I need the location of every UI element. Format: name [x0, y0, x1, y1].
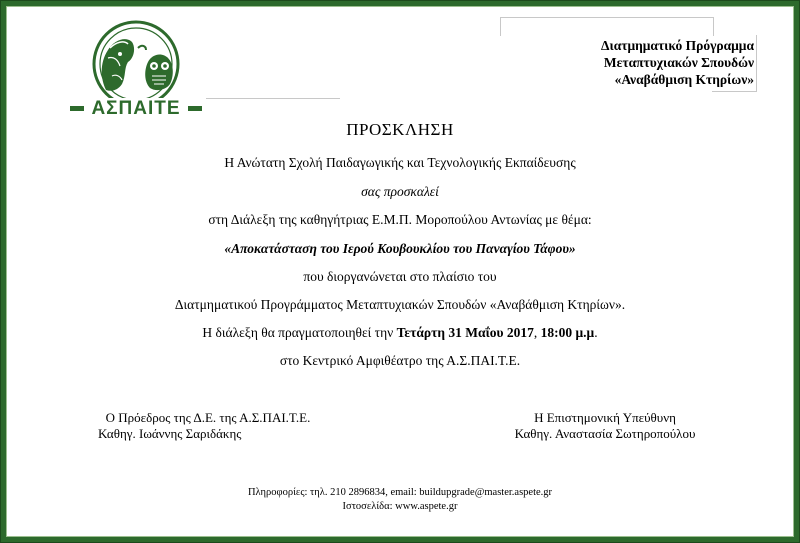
signature-left — [68, 410, 348, 442]
signature-right-role: Η Επιστημονική Υπεύθυνη — [534, 410, 676, 425]
program-line-3: «Αναβάθμιση Κτηρίων» — [614, 72, 754, 87]
aspete-logo — [66, 18, 206, 126]
signature-left-name: Καθηγ. Ιωάννης Σαριδάκης — [98, 426, 242, 441]
date-prefix: Η διάλεξη θα πραγματοποιηθεί την — [202, 325, 397, 340]
program-line-2: Μεταπτυχιακών Σπουδών — [603, 55, 754, 70]
footer-contact: Πληροφορίες: τηλ. 210 2896834, email: buildupgrade@master.aspete.gr — [247, 487, 553, 498]
signature-right-name: Καθηγ. Αναστασία Σωτηροπούλου — [514, 426, 696, 441]
program-line-1: Διατμηματικό Πρόγραμμα — [601, 38, 754, 53]
footer-website: Ιστοσελίδα: www.aspete.gr — [342, 501, 458, 512]
date-separator: , — [533, 325, 541, 340]
lecture-topic: «Αποκατάσταση του Ιερού Κουβουκλίου του Παναγίου Τάφου» — [224, 241, 576, 256]
signature-right — [470, 410, 740, 442]
aspete-logo-text: ΑΣΠΑΙΤΕ — [86, 98, 186, 120]
body-lecture: στη Διάλεξη της καθηγήτριας Ε.Μ.Π. Μοροπούλου Αντωνίας με θέμα: — [208, 212, 592, 227]
body-school: Η Ανώτατη Σχολή Παιδαγωγικής και Τεχνολογικής Εκπαίδευσης — [224, 155, 576, 170]
body-invites: σας προσκαλεί — [361, 184, 439, 199]
page-title: ΠΡΟΣΚΛΗΣΗ — [346, 120, 454, 139]
lecture-time: 18:00 μ.μ — [540, 325, 595, 340]
program-name — [601, 37, 754, 88]
program-box-top — [500, 17, 714, 36]
signature-left-role: Ο Πρόεδρος της Δ.Ε. της Α.Σ.ΠΑΙ.Τ.Ε. — [105, 410, 311, 425]
date-suffix: . — [594, 325, 598, 340]
lecture-datetime — [0, 325, 800, 341]
lecture-date: Τετάρτη 31 Μαΐου 2017 — [396, 325, 534, 340]
logo-divider — [206, 98, 340, 99]
body-program: Διατμηματικού Προγράμματος Μεταπτυχιακών Σπουδών «Αναβάθμιση Κτηρίων». — [174, 297, 626, 312]
body-organized: που διοργανώνεται στο πλαίσιο του — [303, 269, 497, 284]
lecture-venue: στο Κεντρικό Αμφιθέατρο της Α.Σ.ΠΑΙ.Τ.Ε. — [279, 353, 521, 368]
